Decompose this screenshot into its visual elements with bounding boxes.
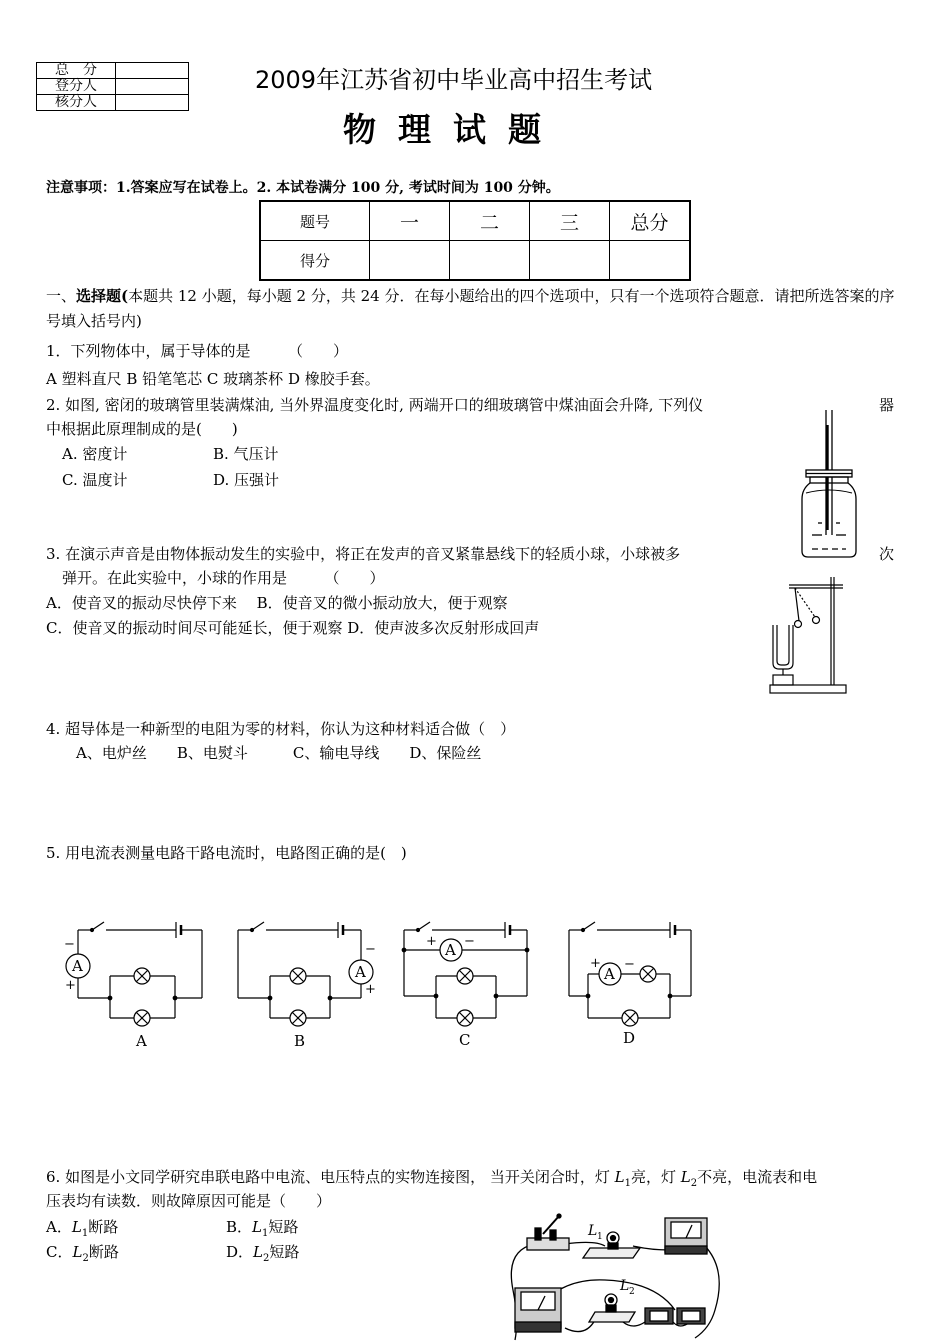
circuit-c-label: C bbox=[459, 1031, 471, 1049]
q6-l1-sub: 1 bbox=[624, 1178, 631, 1189]
circuit-c-plus: + bbox=[426, 934, 437, 949]
section-desc: 本题共 12 小题，每小题 2 分，共 24 分．在每小题给出的四个选项中，只有一个选项符合题意．请把所选答案的序号填入括号内) bbox=[46, 287, 895, 330]
score-box-cell[interactable] bbox=[116, 95, 189, 111]
q6-option-b-letter: B． bbox=[226, 1218, 253, 1236]
q6-option-a bbox=[46, 1216, 118, 1239]
section-heading bbox=[46, 284, 906, 334]
score-box-label: 登分人 bbox=[37, 79, 116, 95]
score-box bbox=[36, 62, 189, 111]
q6-option-a-text: 断路 bbox=[88, 1218, 119, 1236]
q6-lamp-l2 bbox=[589, 1294, 635, 1322]
q6-stem-text: 6. 如图是小文同学研究串联电路中电流、电压特点的实物连接图， 当开关闭合时，灯 bbox=[46, 1168, 615, 1186]
q2-stem-line2: 中根据此原理制成的是( ) bbox=[46, 420, 238, 438]
grade-cell[interactable] bbox=[530, 241, 610, 281]
circuit-b-label: B bbox=[294, 1032, 306, 1050]
q3-stem-line2: 弹开。在此实验中，小球的作用是 （ ） bbox=[62, 569, 385, 587]
q6-ammeter bbox=[665, 1218, 707, 1254]
section-title: 选择题( bbox=[76, 287, 129, 305]
q6-stem-line2: 压表均有读数．则故障原因可能是（ ） bbox=[46, 1192, 332, 1210]
q6-option-d bbox=[226, 1241, 299, 1264]
ammeter-c-label: A bbox=[445, 941, 456, 959]
q6-option-d-l: L bbox=[253, 1243, 263, 1261]
exam-title: 2009年江苏省初中毕业高中招生考试 bbox=[255, 66, 653, 94]
q2-option-c: C. 温度计 bbox=[62, 471, 128, 489]
q6-battery-pack bbox=[645, 1308, 705, 1324]
q3-stem-line1: 3. 在演示声音是由物体振动发生的实验中，将正在发声的音叉紧靠悬线下的轻质小球，小球被多 bbox=[46, 545, 681, 563]
q6-notbright: 不亮，电流表和电 bbox=[697, 1168, 818, 1186]
q2-option-b: B. 气压计 bbox=[213, 445, 279, 463]
grade-col-header: 总分 bbox=[610, 201, 691, 241]
q6-option-a-sub: 1 bbox=[81, 1228, 89, 1239]
circuit-a-minus: − bbox=[64, 937, 75, 952]
score-box-label: 核分人 bbox=[37, 95, 116, 111]
grade-cell[interactable] bbox=[370, 241, 450, 281]
q6-option-b-sub: 1 bbox=[262, 1228, 269, 1239]
ammeter-a-label: A bbox=[72, 957, 83, 975]
q6-diagram-l2-sub: 2 bbox=[629, 1287, 635, 1297]
q3-tuning-fork-figure bbox=[765, 575, 850, 703]
q6-switch bbox=[527, 1214, 569, 1250]
circuit-b-plus: + bbox=[365, 982, 376, 997]
grade-row-header: 得分 bbox=[260, 241, 370, 281]
q6-stem-line1 bbox=[46, 1166, 817, 1189]
circuit-b-minus: − bbox=[365, 942, 376, 957]
q4-options: A、电炉丝 B、电熨斗 C、输电导线 D、保险丝 bbox=[76, 744, 482, 762]
q6-option-a-l: L bbox=[71, 1218, 82, 1236]
q2-stem-tail: 器 bbox=[879, 396, 895, 414]
q5-circuit-diagrams bbox=[0, 910, 720, 1055]
q6-option-b bbox=[226, 1216, 298, 1239]
score-box-cell[interactable] bbox=[116, 79, 189, 95]
q6-diagram-l1-label: L bbox=[588, 1223, 598, 1239]
q6-voltmeter bbox=[515, 1288, 561, 1332]
q3-options-ab: A．使音叉的振动尽快停下来 B．使音叉的微小振动放大，便于观察 bbox=[46, 594, 508, 612]
score-box-cell[interactable] bbox=[116, 63, 189, 79]
q6-diagram-l2-label: L bbox=[620, 1278, 630, 1294]
circuit-b bbox=[238, 922, 373, 1018]
notice: 注意事项：1.答案应写在试卷上。2. 本试卷满分 100 分, 考试时间为 100 分钟。 bbox=[46, 180, 560, 196]
q6-option-d-sub: 2 bbox=[263, 1253, 270, 1264]
grade-row-header: 题号 bbox=[260, 201, 370, 241]
q6-bright: 亮，灯 bbox=[630, 1168, 681, 1186]
q6-option-d-text: 短路 bbox=[269, 1243, 300, 1261]
q2-option-a: A. 密度计 bbox=[62, 445, 128, 463]
ammeter-b-label: A bbox=[355, 963, 366, 981]
q1-options: A 塑料直尺 B 铅笔笔芯 C 玻璃茶杯 D 橡胶手套。 bbox=[46, 370, 380, 388]
section-prefix: 一、 bbox=[46, 287, 77, 305]
q6-option-c-letter: C． bbox=[46, 1243, 73, 1261]
q5-stem: 5. 用电流表测量电路干路电流时，电路图正确的是( ) bbox=[46, 844, 407, 862]
q6-option-d-letter: D． bbox=[226, 1243, 254, 1261]
circuit-c-minus: − bbox=[464, 934, 475, 949]
circuit-a-plus: + bbox=[65, 978, 76, 993]
circuit-d-plus: + bbox=[590, 956, 601, 971]
circuit-d-label: D bbox=[623, 1029, 636, 1047]
q6-diagram-l1-sub: 1 bbox=[597, 1232, 603, 1242]
q2-option-d: D. 压强计 bbox=[213, 471, 280, 489]
q6-option-c-l: L bbox=[72, 1243, 83, 1261]
q6-option-c-text: 断路 bbox=[88, 1243, 119, 1261]
grade-col-header: 一 bbox=[370, 201, 450, 241]
q3-options-cd: C．使音叉的振动时间尽可能延长，便于观察 D．使声波多次反射形成回声 bbox=[46, 619, 540, 637]
q6-circuit-figure bbox=[505, 1210, 730, 1344]
q6-option-c bbox=[46, 1241, 119, 1264]
grade-cell[interactable] bbox=[610, 241, 691, 281]
q1-stem: 1．下列物体中，属于导体的是 （ ） bbox=[46, 342, 349, 360]
q6-l1: L bbox=[614, 1168, 625, 1186]
q2-stem-line1: 2. 如图, 密闭的玻璃管里装满煤油, 当外界温度变化时, 两端开口的细玻璃管中煤油面会升降, 下列仪 bbox=[46, 396, 704, 414]
q6-option-c-sub: 2 bbox=[82, 1253, 89, 1264]
circuit-a bbox=[66, 922, 202, 1018]
q4-stem: 4. 超导体是一种新型的电阻为零的材料，你认为这种材料适合做（ ） bbox=[46, 720, 516, 738]
q3-stem-tail: 次 bbox=[879, 545, 895, 563]
score-box-label: 总 分 bbox=[37, 63, 116, 79]
q6-l2: L bbox=[680, 1168, 691, 1186]
q6-option-b-text: 短路 bbox=[268, 1218, 299, 1236]
subject-title: 物理试题 bbox=[343, 110, 563, 149]
grade-col-header: 三 bbox=[530, 201, 610, 241]
q6-l2-sub: 2 bbox=[690, 1178, 698, 1189]
q6-option-b-l: L bbox=[252, 1218, 262, 1236]
ammeter-d-label: A bbox=[604, 965, 615, 983]
grade-table bbox=[259, 200, 691, 281]
grade-cell[interactable] bbox=[450, 241, 530, 281]
q6-option-a-letter: A． bbox=[46, 1218, 72, 1236]
circuit-d-minus: − bbox=[624, 957, 635, 972]
q2-bottle-figure bbox=[796, 405, 866, 560]
circuit-a-label: A bbox=[136, 1032, 147, 1050]
grade-col-header: 二 bbox=[450, 201, 530, 241]
